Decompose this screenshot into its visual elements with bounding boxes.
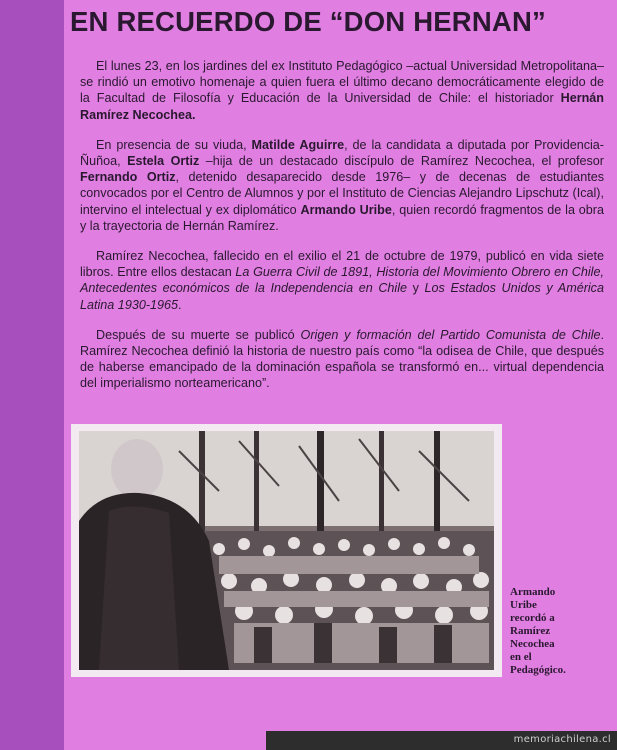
bold-name: Matilde Aguirre (251, 137, 345, 152)
text-run: –hija de un destacado discípulo de Ramírez Necochea, el profesor (199, 154, 605, 169)
caption-line: Armando (510, 586, 556, 598)
paragraph-3 (80, 248, 604, 313)
event-photo (79, 431, 494, 670)
text-run: y (407, 281, 425, 296)
bold-name: Armando Uribe (300, 202, 392, 217)
caption-line: en el (510, 651, 532, 663)
caption-line: Pedagógico. (510, 664, 566, 676)
text-run: . Ramírez Necochea definió la historia de nuestro país como “la odisea de Chile, que después de haberse emancipado de la dominación española se transformó en... virtual dependencia del imperialismo norteamericano”. (80, 327, 604, 391)
text-run: En presencia de su viuda, (96, 137, 252, 152)
book-title: La Guerra Civil de 1891, Historia del Movimiento Obrero en Chile, Antecedentes económicos de la Independencia en Chile (80, 265, 604, 296)
text-run: , detenido desaparecido desde 1976– y de decenas de estudiantes convocados por el Centro de Alumnos y por el Instituto de Ciencias Alejandro Lipschutz (Ical), intervino el intelectual y ex diplomático (80, 170, 604, 217)
paragraph-2 (80, 137, 604, 234)
footer-bar (266, 731, 617, 750)
text-run: El lunes 23, en los jardines del ex Instituto Pedagógico –actual Universidad Metropolitana– se rindió un emotivo homenaje a quien fuera el último decano democráticamente elegido de la Facultad de Filosofía y Educación de la Universidad de Chile: el historiador (80, 59, 604, 106)
caption-line: Uribe (510, 599, 537, 611)
photo-illustration (79, 431, 494, 670)
photo-frame (71, 424, 502, 677)
text-run: , de la candidata a diputada por Providencia-Ñuñoa, (80, 137, 605, 169)
text-run: . (178, 297, 182, 312)
bold-name: Hernán Ramírez Necochea. (80, 91, 604, 122)
article-title: EN RECUERDO DE “DON HERNAN” (70, 6, 546, 37)
text-run: Después de su muerte se publicó (96, 327, 301, 342)
caption-line: Ramírez (510, 625, 551, 637)
left-color-band (0, 0, 64, 750)
bold-name: Estela Ortiz (127, 154, 200, 169)
paragraph-1 (80, 58, 604, 123)
book-title: Los Estados Unidos y América Latina 1930-1965 (80, 281, 604, 312)
text-run: , quien recordó fragmentos de la obra y la trayectoria de Hernán Ramírez. (80, 202, 605, 233)
watermark: memoriachilena.cl (513, 734, 611, 745)
text-run: Ramírez Necochea, fallecido en el exilio el 21 de octubre de 1979, publicó en vida siete libros. Entre ellos destacan (80, 249, 604, 280)
caption-line: Necochea (510, 638, 555, 650)
book-title: Origen y formación del Partido Comunista de Chile (300, 327, 601, 342)
article-body (80, 58, 604, 406)
bold-name: Fernando Ortiz (80, 170, 176, 185)
photo-caption (510, 586, 610, 677)
paragraph-4 (80, 327, 604, 392)
caption-line: recordó a (510, 612, 555, 624)
